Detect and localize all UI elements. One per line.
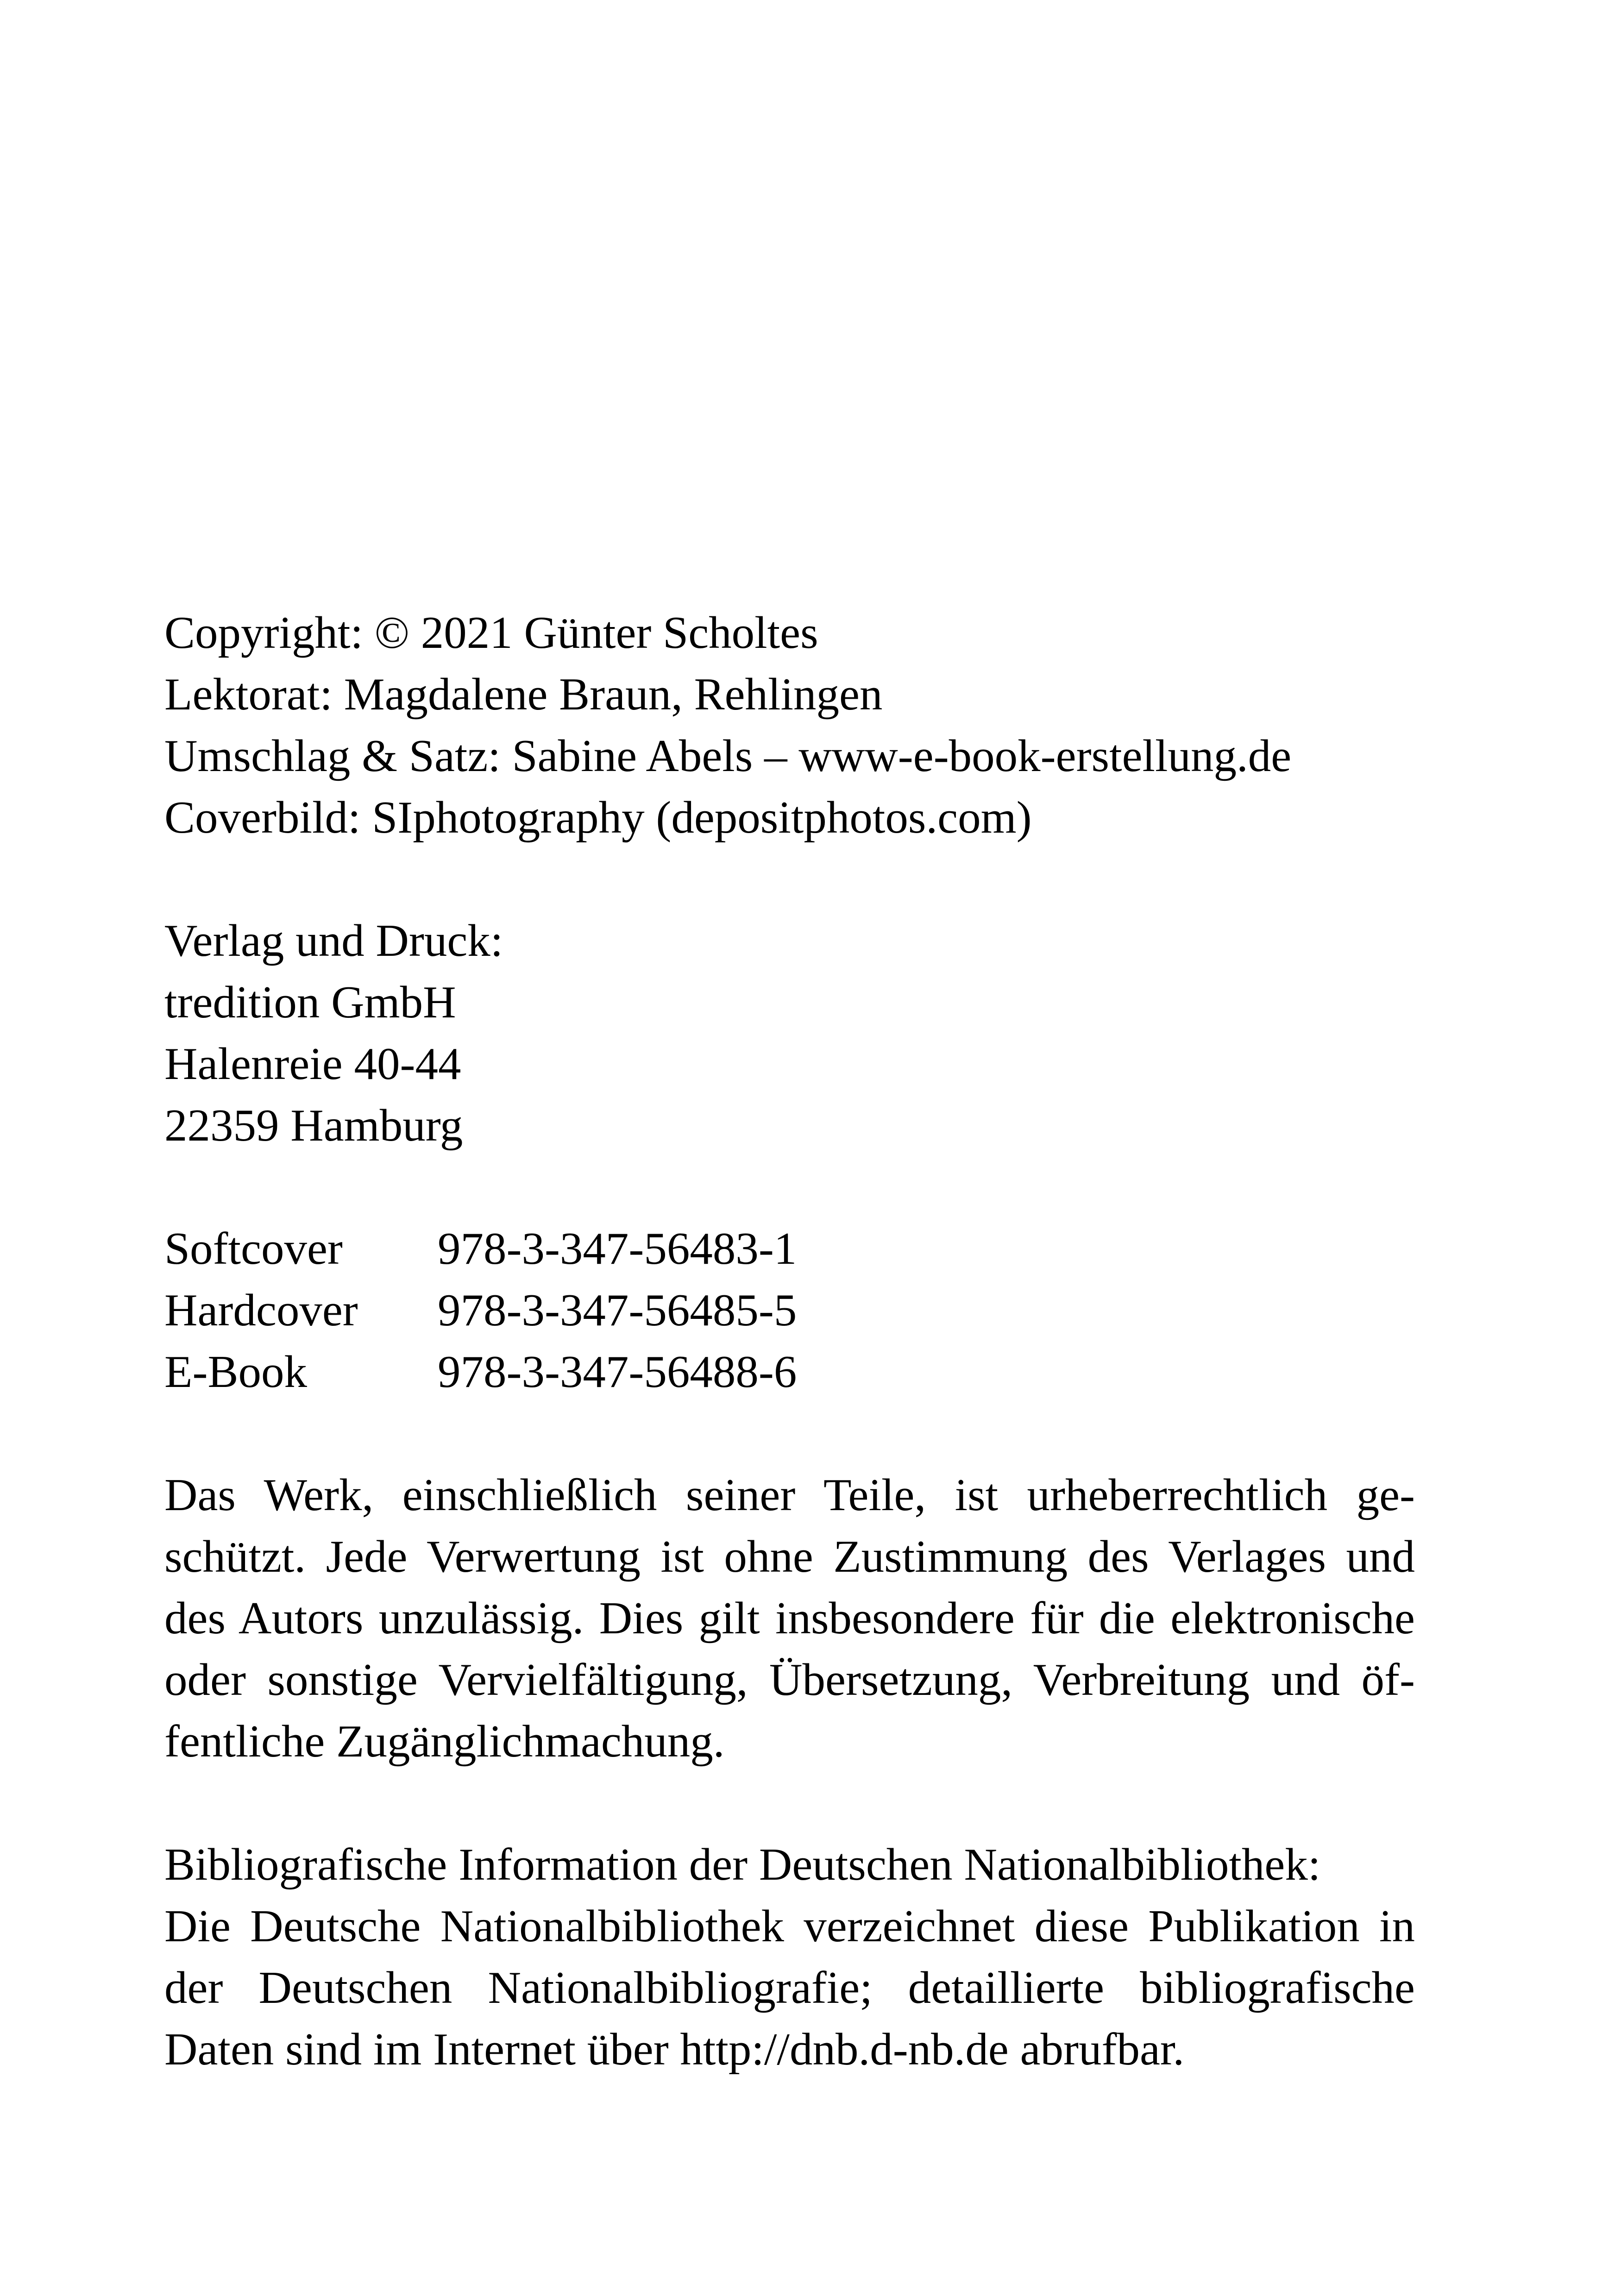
rights-line: fentliche Zugänglichmachung. [164,1716,725,1767]
isbn-number: 978-3-347-56488-6 [438,1347,797,1397]
publisher-street: Halenreie 40-44 [164,1039,461,1089]
bibliography-heading: Bibliografische Information der Deutschen Nationalbibliothek: [164,1839,1321,1890]
rights-line: des Autors unzulässig. Dies gilt insbesondere für die elektronische [164,1593,1415,1644]
rights-paragraph [164,1464,1415,1772]
isbn-label: Softcover [164,1223,343,1274]
bibliography-block [164,1834,1415,2080]
cover-design-line: Umschlag & Satz: Sabine Abels – www-e-book-erstellung.de [164,731,1292,781]
isbn-table [164,1218,1415,1403]
spacer [164,1403,1415,1464]
cover-image-line: Coverbild: SIphotography (depositphotos.com) [164,792,1032,843]
publisher-block [164,910,1415,1156]
rights-line: Das Werk, einschließlich seiner Teile, ist urheberrechtlich ge- [164,1470,1415,1520]
bibliography-line: Die Deutsche Nationalbibliothek verzeichnet diese Publikation in [164,1901,1415,1951]
imprint-page [164,602,1415,2080]
publisher-city: 22359 Hamburg [164,1100,463,1151]
isbn-row-hardcover [164,1280,1415,1341]
isbn-number: 978-3-347-56483-1 [438,1223,797,1274]
isbn-row-softcover [164,1218,1415,1280]
isbn-label: Hardcover [164,1285,358,1336]
bibliography-line: Daten sind im Internet über http://dnb.d-nb.de abrufbar. [164,2024,1185,2075]
rights-line: schützt. Jede Verwertung ist ohne Zustimmung des Verlages und [164,1531,1415,1582]
lektorat-line: Lektorat: Magdalene Braun, Rehlingen [164,669,883,720]
rights-line: oder sonstige Vervielfältigung, Übersetzung, Verbreitung und öf- [164,1655,1415,1705]
isbn-row-ebook [164,1341,1415,1403]
isbn-number: 978-3-347-56485-5 [438,1285,797,1336]
bibliography-line: der Deutschen Nationalbibliografie; detaillierte bibliografische [164,1963,1415,2013]
spacer [164,848,1415,910]
publisher-name: tredition GmbH [164,977,456,1028]
copyright-line: Copyright: © 2021 Günter Scholtes [164,608,818,658]
isbn-label: E-Book [164,1347,307,1397]
spacer [164,1156,1415,1218]
credits-block [164,602,1415,848]
spacer [164,1772,1415,1834]
publisher-heading: Verlag und Druck: [164,916,503,966]
